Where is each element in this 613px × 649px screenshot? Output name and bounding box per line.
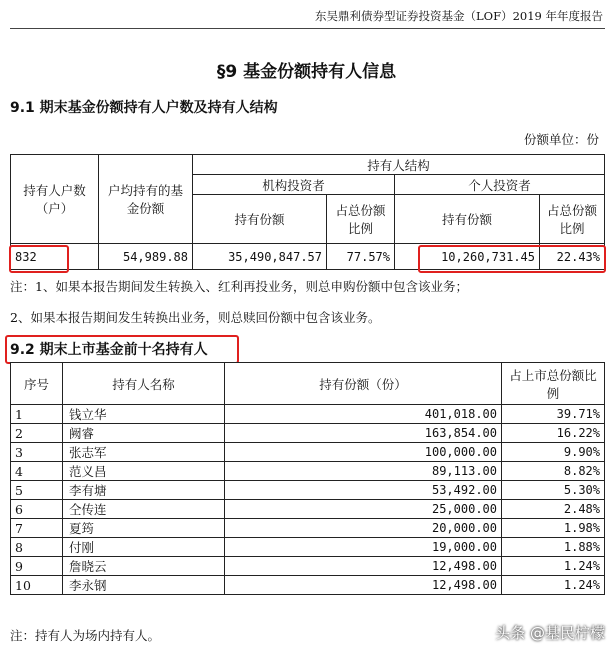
table-row bbox=[11, 481, 605, 500]
cell-avg: 54,989.88 bbox=[99, 244, 193, 270]
col-structure: 持有人结构 bbox=[193, 155, 605, 175]
cell-held: 25,000.00 bbox=[225, 500, 502, 519]
col-held: 持有份额（份） bbox=[225, 363, 502, 405]
cell-name: 詹晓云 bbox=[63, 557, 225, 576]
cell-ratio: 1.98% bbox=[502, 519, 605, 538]
cell-name: 李有塘 bbox=[63, 481, 225, 500]
cell-held: 100,000.00 bbox=[225, 443, 502, 462]
unit-label: 份额单位：份 bbox=[523, 132, 599, 147]
col-avg: 户均持有的基金份额 bbox=[99, 155, 193, 244]
cell-name: 钱立华 bbox=[63, 405, 225, 424]
col-inst-ratio: 占总份额比例 bbox=[327, 195, 395, 244]
cell-held: 89,113.00 bbox=[225, 462, 502, 481]
cell-rank: 4 bbox=[11, 462, 63, 481]
table-row bbox=[11, 500, 605, 519]
cell-rank: 3 bbox=[11, 443, 63, 462]
cell-ratio: 1.88% bbox=[502, 538, 605, 557]
note-2: 2、如果本报告期间发生转换出业务，则总赎回份额中包含该业务。 bbox=[10, 310, 381, 325]
cell-ratio: 39.71% bbox=[502, 405, 605, 424]
col-holders: 持有人户数（户） bbox=[11, 155, 99, 244]
cell-rank: 6 bbox=[11, 500, 63, 519]
cell-holders: 832 bbox=[11, 244, 99, 270]
cell-name: 阙睿 bbox=[63, 424, 225, 443]
cell-ratio: 8.82% bbox=[502, 462, 605, 481]
cell-rank: 7 bbox=[11, 519, 63, 538]
cell-ratio: 16.22% bbox=[502, 424, 605, 443]
heading-9-2: 9.2 期末上市基金前十名持有人 bbox=[10, 342, 208, 358]
heading-9-1: 9.1 期末基金份额持有人户数及持有人结构 bbox=[10, 100, 278, 116]
cell-indiv-ratio: 22.43% bbox=[540, 244, 605, 270]
cell-held: 19,000.00 bbox=[225, 538, 502, 557]
cell-name: 张志军 bbox=[63, 443, 225, 462]
section-title: §9 基金份额持有人信息 bbox=[216, 62, 397, 82]
col-name: 持有人名称 bbox=[63, 363, 225, 405]
cell-ratio: 1.24% bbox=[502, 557, 605, 576]
cell-name: 夏筠 bbox=[63, 519, 225, 538]
table-row bbox=[11, 443, 605, 462]
cell-name: 李永钢 bbox=[63, 576, 225, 595]
table-row bbox=[11, 462, 605, 481]
note-holders: 注：持有人为场内持有人。 bbox=[10, 628, 161, 643]
cell-rank: 5 bbox=[11, 481, 63, 500]
table-row bbox=[11, 405, 605, 424]
col-inst: 机构投资者 bbox=[193, 175, 395, 195]
cell-ratio: 2.48% bbox=[502, 500, 605, 519]
cell-rank: 9 bbox=[11, 557, 63, 576]
cell-held: 12,498.00 bbox=[225, 576, 502, 595]
col-inst-held: 持有份额 bbox=[193, 195, 327, 244]
cell-rank: 10 bbox=[11, 576, 63, 595]
table-row bbox=[11, 557, 605, 576]
cell-name: 仝传连 bbox=[63, 500, 225, 519]
cell-rank: 2 bbox=[11, 424, 63, 443]
holder-structure-table bbox=[10, 154, 605, 270]
report-header: 东吴鼎利债券型证券投资基金（LOF）2019 年年度报告 bbox=[10, 4, 605, 29]
col-rank: 序号 bbox=[11, 363, 63, 405]
table-row bbox=[11, 519, 605, 538]
table-row bbox=[11, 576, 605, 595]
col-indiv-held: 持有份额 bbox=[395, 195, 540, 244]
table-row bbox=[11, 538, 605, 557]
cell-ratio: 9.90% bbox=[502, 443, 605, 462]
note-1: 注：1、如果本报告期间发生转换入、红利再投业务，则总申购份额中包含该业务； bbox=[10, 279, 468, 294]
cell-ratio: 5.30% bbox=[502, 481, 605, 500]
cell-held: 163,854.00 bbox=[225, 424, 502, 443]
col-ratio: 占上市总份额比例 bbox=[502, 363, 605, 405]
cell-inst-ratio: 77.57% bbox=[327, 244, 395, 270]
top-ten-holders-table bbox=[10, 362, 605, 595]
watermark: 头条 @基民柠檬 bbox=[495, 624, 605, 642]
cell-held: 53,492.00 bbox=[225, 481, 502, 500]
cell-name: 范义昌 bbox=[63, 462, 225, 481]
cell-inst-held: 35,490,847.57 bbox=[193, 244, 327, 270]
cell-held: 20,000.00 bbox=[225, 519, 502, 538]
cell-indiv-held: 10,260,731.45 bbox=[395, 244, 540, 270]
cell-name: 付刚 bbox=[63, 538, 225, 557]
cell-rank: 1 bbox=[11, 405, 63, 424]
cell-ratio: 1.24% bbox=[502, 576, 605, 595]
col-indiv-ratio: 占总份额比例 bbox=[540, 195, 605, 244]
cell-rank: 8 bbox=[11, 538, 63, 557]
cell-held: 12,498.00 bbox=[225, 557, 502, 576]
table-row bbox=[11, 424, 605, 443]
col-indiv: 个人投资者 bbox=[395, 175, 605, 195]
cell-held: 401,018.00 bbox=[225, 405, 502, 424]
